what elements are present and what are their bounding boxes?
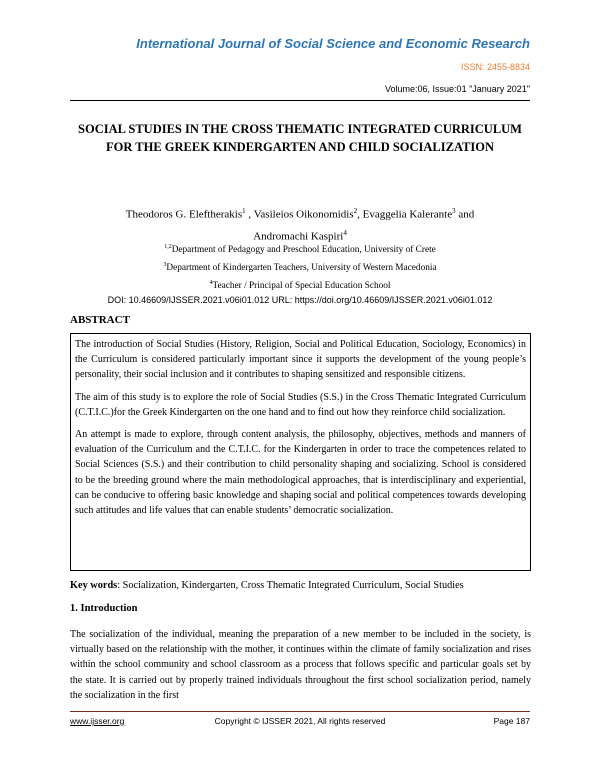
- paper-title: SOCIAL STUDIES IN THE CROSS THEMATIC INTEGRATED CURRICULUM FOR THE GREEK KINDERGARTEN AND CHILD SOCIALIZATION: [78, 122, 522, 154]
- author-name: , Evaggelia Kalerante: [357, 208, 453, 221]
- affiliation-mark: 4: [209, 280, 213, 287]
- abstract-paragraph: The aim of this study is to explore the role of Social Studies (S.S.) in the Cross Thematic Integrated Curriculum (C.T.I.C.)for the Greek Kindergarten on the one hand and to find out how they reinforce child socialization.: [75, 391, 526, 418]
- abstract-box: [70, 333, 531, 571]
- author-name: , Vasileios Oikonomidis: [245, 208, 354, 221]
- footer-copyright: Copyright © IJSSER 2021, All rights reserved: [214, 716, 386, 726]
- author-name: Andromachi Kaspiri: [253, 230, 344, 243]
- author-affiliation-mark: 4: [343, 228, 347, 237]
- keywords-line: [70, 580, 530, 591]
- journal-title: International Journal of Social Science and Economic Research: [136, 36, 530, 51]
- affiliation-text: Department of Kindergarten Teachers, University of Western Macedonia: [166, 263, 437, 274]
- introduction-paragraph: The socialization of the individual, meaning the preparation of a new member to be included in the society, is virtually based on the relationship with the mother, it continues within the climate of family socialization and rises within the school community and school classroom as a process that follows specific and particular goals set by the state. It is carried out by properly trained individuals throughout the first school socialization period, namely the socialization in the first: [70, 629, 531, 701]
- footer-divider: [70, 711, 530, 712]
- introduction-heading: 1. Introduction: [70, 603, 138, 614]
- author-affiliation-mark: 2: [353, 207, 358, 215]
- affiliation-text: Department of Pedagogy and Preschool Education, University of Crete: [171, 245, 436, 256]
- affiliation-mark: 3: [163, 262, 167, 269]
- affiliation-line: [70, 240, 530, 258]
- author-affiliation-mark: 1: [242, 207, 246, 215]
- affiliation-line: [70, 276, 530, 294]
- footer-page-number: Page 187: [493, 716, 530, 726]
- keywords-label: Key words: [70, 580, 118, 591]
- affiliation-list: [70, 240, 530, 294]
- affiliation-line: [70, 258, 530, 276]
- issn-label: ISSN: 2455-8834: [460, 62, 530, 72]
- author-name: and: [455, 208, 475, 221]
- affiliation-text: Teacher / Principal of Special Education School: [212, 281, 391, 292]
- author-name: Theodoros G. Eleftherakis: [125, 208, 243, 221]
- volume-issue-label: Volume:06, Issue:01 "January 2021": [385, 84, 530, 94]
- keywords-text: : Socialization, Kindergarten, Cross Thematic Integrated Curriculum, Social Studies: [117, 580, 464, 591]
- author-affiliation-mark: 3: [452, 207, 456, 215]
- doi-line[interactable]: DOI: 10.46609/IJSSER.2021.v06i01.012 URL: https://doi.org/10.46609/IJSSER.2021.v06i01.012: [107, 295, 493, 305]
- abstract-paragraph: An attempt is made to explore, through content analysis, the philosophy, objectives, methods and manners of evaluation of the Curriculum and the C.T.I.C. for the Kindergarten in order to trace the competences related to Social Sciences (S.S.) and their contribution to child personality shaping and socializing. School is considered to be the breeding ground where the main methodological approaches, that is interdisciplinary and experiential, can be conducive to offering basic knowledge and shaping social and political competences towards developing such attitudes and life values that can enable students’ democratic socialization.: [75, 429, 526, 517]
- author-list: [70, 202, 530, 245]
- header-divider: [70, 100, 530, 101]
- abstract-heading: ABSTRACT: [70, 314, 130, 326]
- abstract-paragraph: The introduction of Social Studies (History, Religion, Social and Political Education, Sociology, Economics) in the Curriculum is considered particularly important since it supports the development of the young people’s personality, their social inclusion and it contributes to shaping sensitized and responsible citizens.: [75, 339, 526, 381]
- affiliation-mark: 1,2: [164, 244, 172, 250]
- footer-website-link[interactable]: www.ijsser.org: [70, 716, 125, 726]
